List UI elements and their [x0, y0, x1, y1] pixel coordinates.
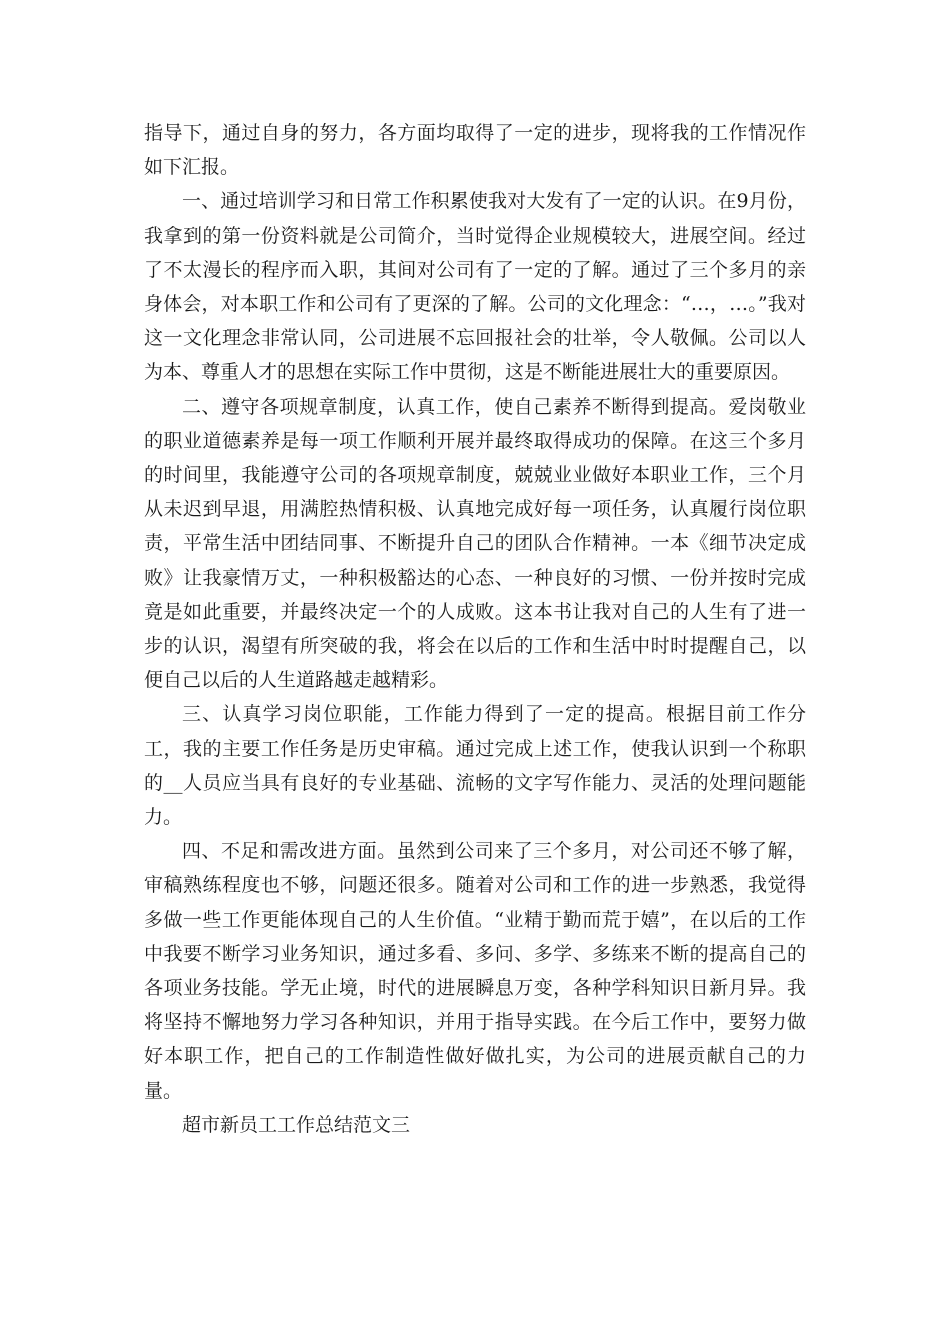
- paragraph-section-one: 一、通过培训学习和日常工作积累使我对大发有了一定的认识。在9月份，我拿到的第一份资料就是公司简介，当时觉得企业规模较大，进展空间。经过了不太漫长的程序而入职，其间对公司有了一定的了解。通过了三个多月的亲身体会，对本职工作和公司有了更深的了解。公司的文化理念：“…，…。”我对这一文化理念非常认同，公司进展不忘回报社会的壮举，令人敬佩。公司以人为本、尊重人才的思想在实际工作中贯彻，这是不断能进展壮大的重要原因。: [144, 190, 806, 384]
- paragraph-continuation: 指导下，通过自身的努力，各方面均取得了一定的进步，现将我的工作情况作如下汇报。: [144, 122, 806, 179]
- section-heading: 超市新员工工作总结范文三: [182, 1113, 411, 1136]
- document-page: [144, 116, 806, 1142]
- paragraph-section-four: 四、不足和需改进方面。虽然到公司来了三个多月，对公司还不够了解，审稿熟练程度也不够，问题还很多。随着对公司和工作的进一步熟悉，我觉得多做一些工作更能体现自己的人生价值。“业精于勤而荒于嬉”，在以后的工作中我要不断学习业务知识，通过多看、多问、多学、多练来不断的提高自己的各项业务技能。学无止境，时代的进展瞬息万变，各种学科知识日新月异。我将坚持不懈地努力学习各种知识，并用于指导实践。在今后工作中，要努力做好本职工作，把自己的工作制造性做好做扎实，为公司的进展贡献自己的力量。: [144, 840, 806, 1102]
- paragraph-section-three: 三、认真学习岗位职能，工作能力得到了一定的提高。根据目前工作分工，我的主要工作任务是历史审稿。通过完成上述工作，使我认识到一个称职的__人员应当具有良好的专业基础、流畅的文字写作能力、灵活的处理问题能力。: [144, 703, 806, 829]
- paragraph-section-two: 二、遵守各项规章制度，认真工作，使自己素养不断得到提高。爱岗敬业的职业道德素养是每一项工作顺利开展并最终取得成功的保障。在这三个多月的时间里，我能遵守公司的各项规章制度，兢兢业业做好本职业工作，三个月从未迟到早退，用满腔热情积极、认真地完成好每一项任务，认真履行岗位职责，平常生活中团结同事、不断提升自己的团队合作精神。一本《细节决定成败》让我豪情万丈，一种积极豁达的心态、一种良好的习惯、一份并按时完成竟是如此重要，并最终决定一个的人成败。这本书让我对自己的人生有了进一步的认识，渴望有所突破的我，将会在以后的工作和生活中时时提醒自己，以便自己以后的人生道路越走越精彩。: [144, 395, 806, 692]
